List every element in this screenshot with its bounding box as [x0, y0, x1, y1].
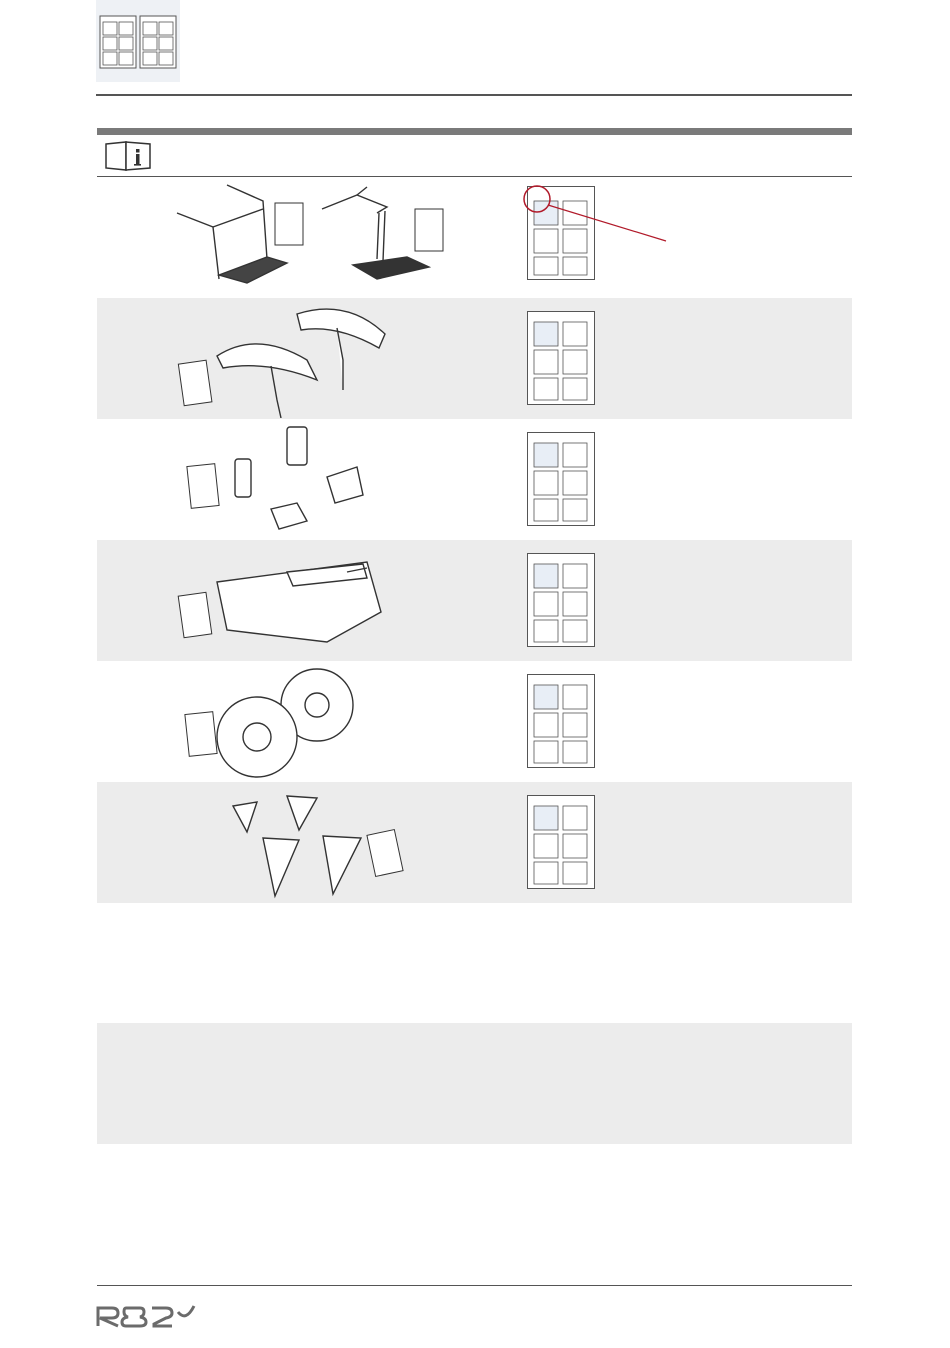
header-divider [96, 94, 852, 96]
triangle-plates-drawing [167, 784, 487, 902]
footer-divider [97, 1285, 852, 1286]
brackets-drawing [167, 421, 487, 539]
label-sheet-icon [527, 795, 595, 889]
accessory-row-triangle-plates [97, 782, 852, 903]
accessory-row-wheel-discs [97, 661, 852, 782]
mudguards-drawing [167, 300, 487, 418]
wheel-discs-drawing [167, 663, 487, 781]
seat-plate-drawing [167, 542, 487, 660]
accessory-row-brackets [97, 419, 852, 540]
label-sheet-icon [527, 674, 595, 768]
label-sheet-icon [527, 432, 595, 526]
info-manual-icon [104, 140, 152, 172]
manual-thumbnail [96, 0, 180, 82]
accessory-row-mudguard [97, 298, 852, 419]
callout-highlight [522, 183, 667, 243]
empty-info-block [97, 1023, 852, 1144]
label-sheet-icon [527, 553, 595, 647]
footrest-frames-drawing [167, 179, 487, 297]
accessory-row-seat-plate [97, 540, 852, 661]
r82-logo-icon [96, 1302, 196, 1330]
info-bar-top-rule [97, 128, 852, 135]
manual-spread-icon [96, 0, 180, 82]
accessory-row-footrest [97, 177, 852, 298]
label-sheet-icon [527, 311, 595, 405]
